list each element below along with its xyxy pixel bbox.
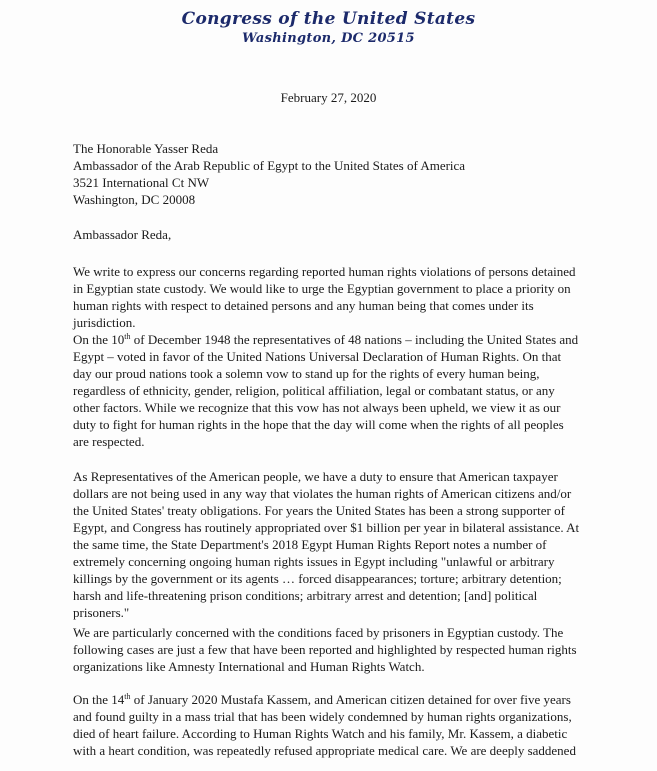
- letterhead: [0, 8, 657, 48]
- paragraph-line: with a heart condition, was repeatedly refused appropriate medical care. We are deeply saddened: [73, 743, 576, 758]
- ordinal-suffix: th: [124, 692, 131, 701]
- paragraph-text: of December 1948 the representatives of 48 nations – including the United States and: [130, 332, 579, 347]
- letterhead-title: Congress of the United States: [181, 9, 476, 29]
- salutation: Ambassador Reda,: [73, 227, 172, 242]
- paragraph-line: We are particularly concerned with the conditions faced by prisoners in Egyptian custody. The: [73, 625, 564, 640]
- paragraph-text: On the 14: [73, 692, 125, 707]
- paragraph-2: [73, 331, 628, 450]
- paragraph-line: human rights with respect to detained persons and any human being that comes under its: [73, 298, 534, 313]
- paragraph-line: jurisdiction.: [73, 315, 136, 330]
- paragraph-line: and found guilty in a mass trial that has been widely condemned by human rights organizations,: [73, 709, 572, 724]
- paragraph-5: [73, 691, 628, 759]
- recipient-name: The Honorable Yasser Reda: [73, 141, 219, 156]
- paragraph-line: following cases are just a few that have been reported and highlighted by respected human rights: [73, 642, 577, 657]
- paragraph-line: killings by the government or its agents … forced disappearances; torture; arbitrary detention;: [73, 571, 562, 586]
- paragraph-line: As Representatives of the American people, we have a duty to ensure that American taxpayer: [73, 469, 558, 484]
- paragraph-4: [73, 624, 628, 675]
- paragraph-line: dollars are not being used in any way that violates the human rights of American citizens and/or: [73, 486, 572, 501]
- paragraph-line: regardless of ethnicity, gender, religion, political affiliation, legal or combatant status, or any: [73, 383, 555, 398]
- paragraph-line: Egypt, and Congress has routinely appropriated over $1 billion per year in bilateral assistance. At: [73, 520, 580, 535]
- paragraph-line: other factors. While we recognize that this vow has not always been upheld, we view it as our: [73, 400, 561, 415]
- paragraph-line: harsh and life-threatening prison conditions; arbitrary arrest and detention; [and] political: [73, 588, 538, 603]
- paragraph-line: [73, 691, 628, 708]
- paragraph-3: [73, 468, 628, 621]
- paragraph-line: in Egyptian state custody. We would like to urge the Egyptian government to place a priority on: [73, 281, 571, 296]
- paragraph-line: day our proud nations took a solemn vow to stand up for the rights of every human being,: [73, 366, 540, 381]
- ordinal-suffix: th: [124, 332, 131, 341]
- letterhead-address: Washington, DC 20515: [242, 31, 415, 46]
- paragraph-text: of January 2020 Mustafa Kassem, and American citizen detained for over five years: [130, 692, 571, 707]
- paragraph-line: [73, 331, 628, 348]
- letter-date: February 27, 2020: [280, 90, 377, 105]
- paragraph-line: extremely concerning ongoing human rights issues in Egypt including "unlawful or arbitrary: [73, 554, 555, 569]
- recipient-city: Washington, DC 20008: [73, 192, 196, 207]
- paragraph-line: prisoners.": [73, 605, 130, 620]
- recipient-street: 3521 International Ct NW: [73, 175, 210, 190]
- paragraph-line: We write to express our concerns regarding reported human rights violations of persons detained: [73, 264, 576, 279]
- paragraph-line: Egypt – voted in favor of the United Nations Universal Declaration of Human Rights. On that: [73, 349, 562, 364]
- recipient-title: Ambassador of the Arab Republic of Egypt to the United States of America: [73, 158, 466, 173]
- paragraph-line: died of heart failure. According to Human Rights Watch and his family, Mr. Kassem, a diabetic: [73, 726, 568, 741]
- paragraph-line: are respected.: [73, 434, 145, 449]
- paragraph-line: duty to fight for human rights in the hope that the day will come when the rights of all peoples: [73, 417, 564, 432]
- paragraph-line: organizations like Amnesty International and Human Rights Watch.: [73, 659, 425, 674]
- paragraph-text: On the 10: [73, 332, 125, 347]
- paragraph-1: [73, 263, 628, 331]
- recipient-address: [73, 140, 465, 208]
- paragraph-line: the United States' treaty obligations. For years the United States has been a strong supporter of: [73, 503, 565, 518]
- paragraph-line: the same time, the State Department's 2018 Egypt Human Rights Report notes a number of: [73, 537, 547, 552]
